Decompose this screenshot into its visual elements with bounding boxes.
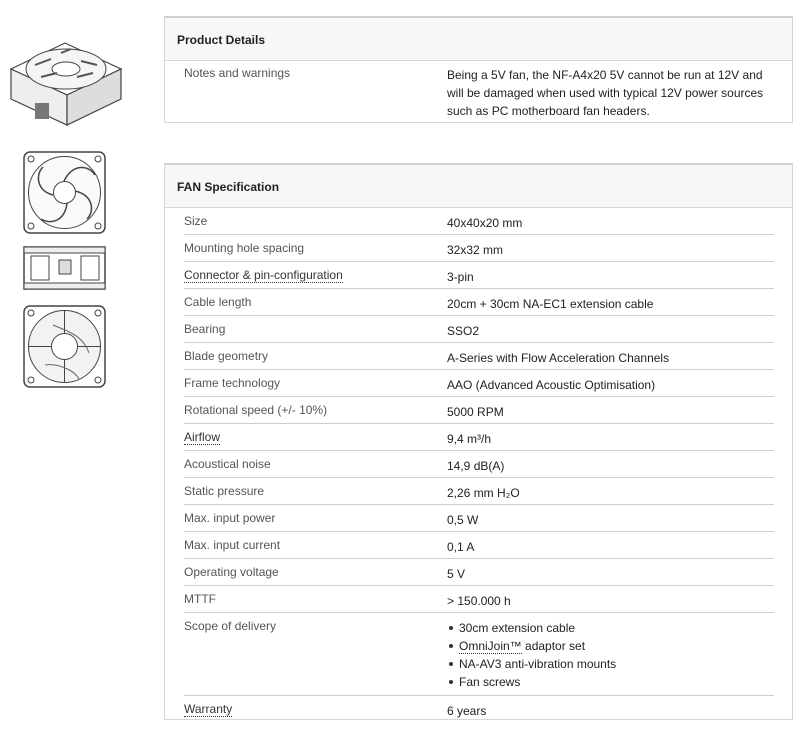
airflow-info-link[interactable]: Airflow: [184, 430, 221, 444]
table-row: [184, 505, 774, 532]
table-row: [184, 532, 774, 559]
row-label: Blade geometry: [184, 349, 269, 363]
table-row: [184, 208, 774, 235]
row-value: > 150.000 h: [447, 594, 511, 608]
table-row: [184, 262, 774, 289]
row-value: SSO2: [447, 324, 480, 338]
table-row: [184, 478, 774, 505]
fan-isometric-thumbnail[interactable]: [5, 29, 127, 129]
row-label: Mounting hole spacing: [184, 241, 305, 255]
list-item: OmniJoin™ adaptor set: [447, 637, 774, 655]
table-row: [184, 613, 774, 696]
table-row: [184, 370, 774, 397]
row-value: 2,26 mm H₂O: [447, 486, 520, 500]
row-value: 0,5 W: [447, 513, 479, 527]
row-label: Cable length: [184, 295, 252, 309]
table-row: [184, 61, 774, 120]
row-label: Static pressure: [184, 484, 265, 498]
row-value: 20cm + 30cm NA-EC1 extension cable: [447, 297, 654, 311]
omnijoin-link[interactable]: OmniJoin™: [459, 639, 522, 653]
row-label: Notes and warnings: [184, 66, 291, 80]
product-details-panel: [164, 16, 793, 123]
warranty-info-link[interactable]: Warranty: [184, 702, 233, 716]
row-value: 0,1 A: [447, 540, 475, 554]
row-value: 5 V: [447, 567, 466, 581]
table-row: [184, 397, 774, 424]
row-label: Frame technology: [184, 376, 281, 390]
row-value: 40x40x20 mm: [447, 216, 523, 230]
list-item: 30cm extension cable: [447, 619, 774, 637]
table-row: [184, 316, 774, 343]
list-item: Fan screws: [447, 673, 774, 691]
table-row: [184, 451, 774, 478]
row-value: 32x32 mm: [447, 243, 504, 257]
row-label: Max. input power: [184, 511, 276, 525]
fan-front-thumbnail[interactable]: [23, 151, 106, 234]
table-row: [184, 559, 774, 586]
row-value: A-Series with Flow Acceleration Channels: [447, 351, 670, 365]
row-value: Being a 5V fan, the NF-A4x20 5V cannot be run at 12V and will be damaged when used with typical 12V power sources such as PC motherboard fan headers.: [447, 68, 764, 118]
row-value: AAO (Advanced Acoustic Optimisation): [447, 378, 656, 392]
row-value: 9,4 m³/h: [447, 432, 492, 446]
table-row: [184, 424, 774, 451]
row-label: Operating voltage: [184, 565, 279, 579]
row-label: MTTF: [184, 592, 216, 606]
scope-of-delivery-list: [447, 619, 774, 691]
fan-side-thumbnail[interactable]: [23, 246, 106, 290]
table-row: [184, 586, 774, 613]
row-value: 5000 RPM: [447, 405, 504, 419]
row-label: Max. input current: [184, 538, 281, 552]
row-label: Scope of delivery: [184, 619, 277, 633]
row-value: 3-pin: [447, 270, 474, 284]
row-label: Acoustical noise: [184, 457, 271, 471]
row-label: Rotational speed (+/- 10%): [184, 403, 328, 417]
row-value: 14,9 dB(A): [447, 459, 505, 473]
table-row: [184, 289, 774, 316]
fan-back-thumbnail[interactable]: [23, 305, 106, 388]
product-details-title: Product Details: [165, 18, 792, 61]
row-value: 6 years: [447, 704, 487, 718]
row-label: Size: [184, 214, 208, 228]
table-row: [184, 696, 774, 722]
fan-specification-panel: [164, 163, 793, 720]
connector-info-link[interactable]: Connector & pin-configuration: [184, 268, 343, 282]
table-row: [184, 343, 774, 370]
fan-specification-title: FAN Specification: [165, 165, 792, 208]
list-item: NA-AV3 anti-vibration mounts: [447, 655, 774, 673]
row-label: Bearing: [184, 322, 226, 336]
table-row: [184, 235, 774, 262]
